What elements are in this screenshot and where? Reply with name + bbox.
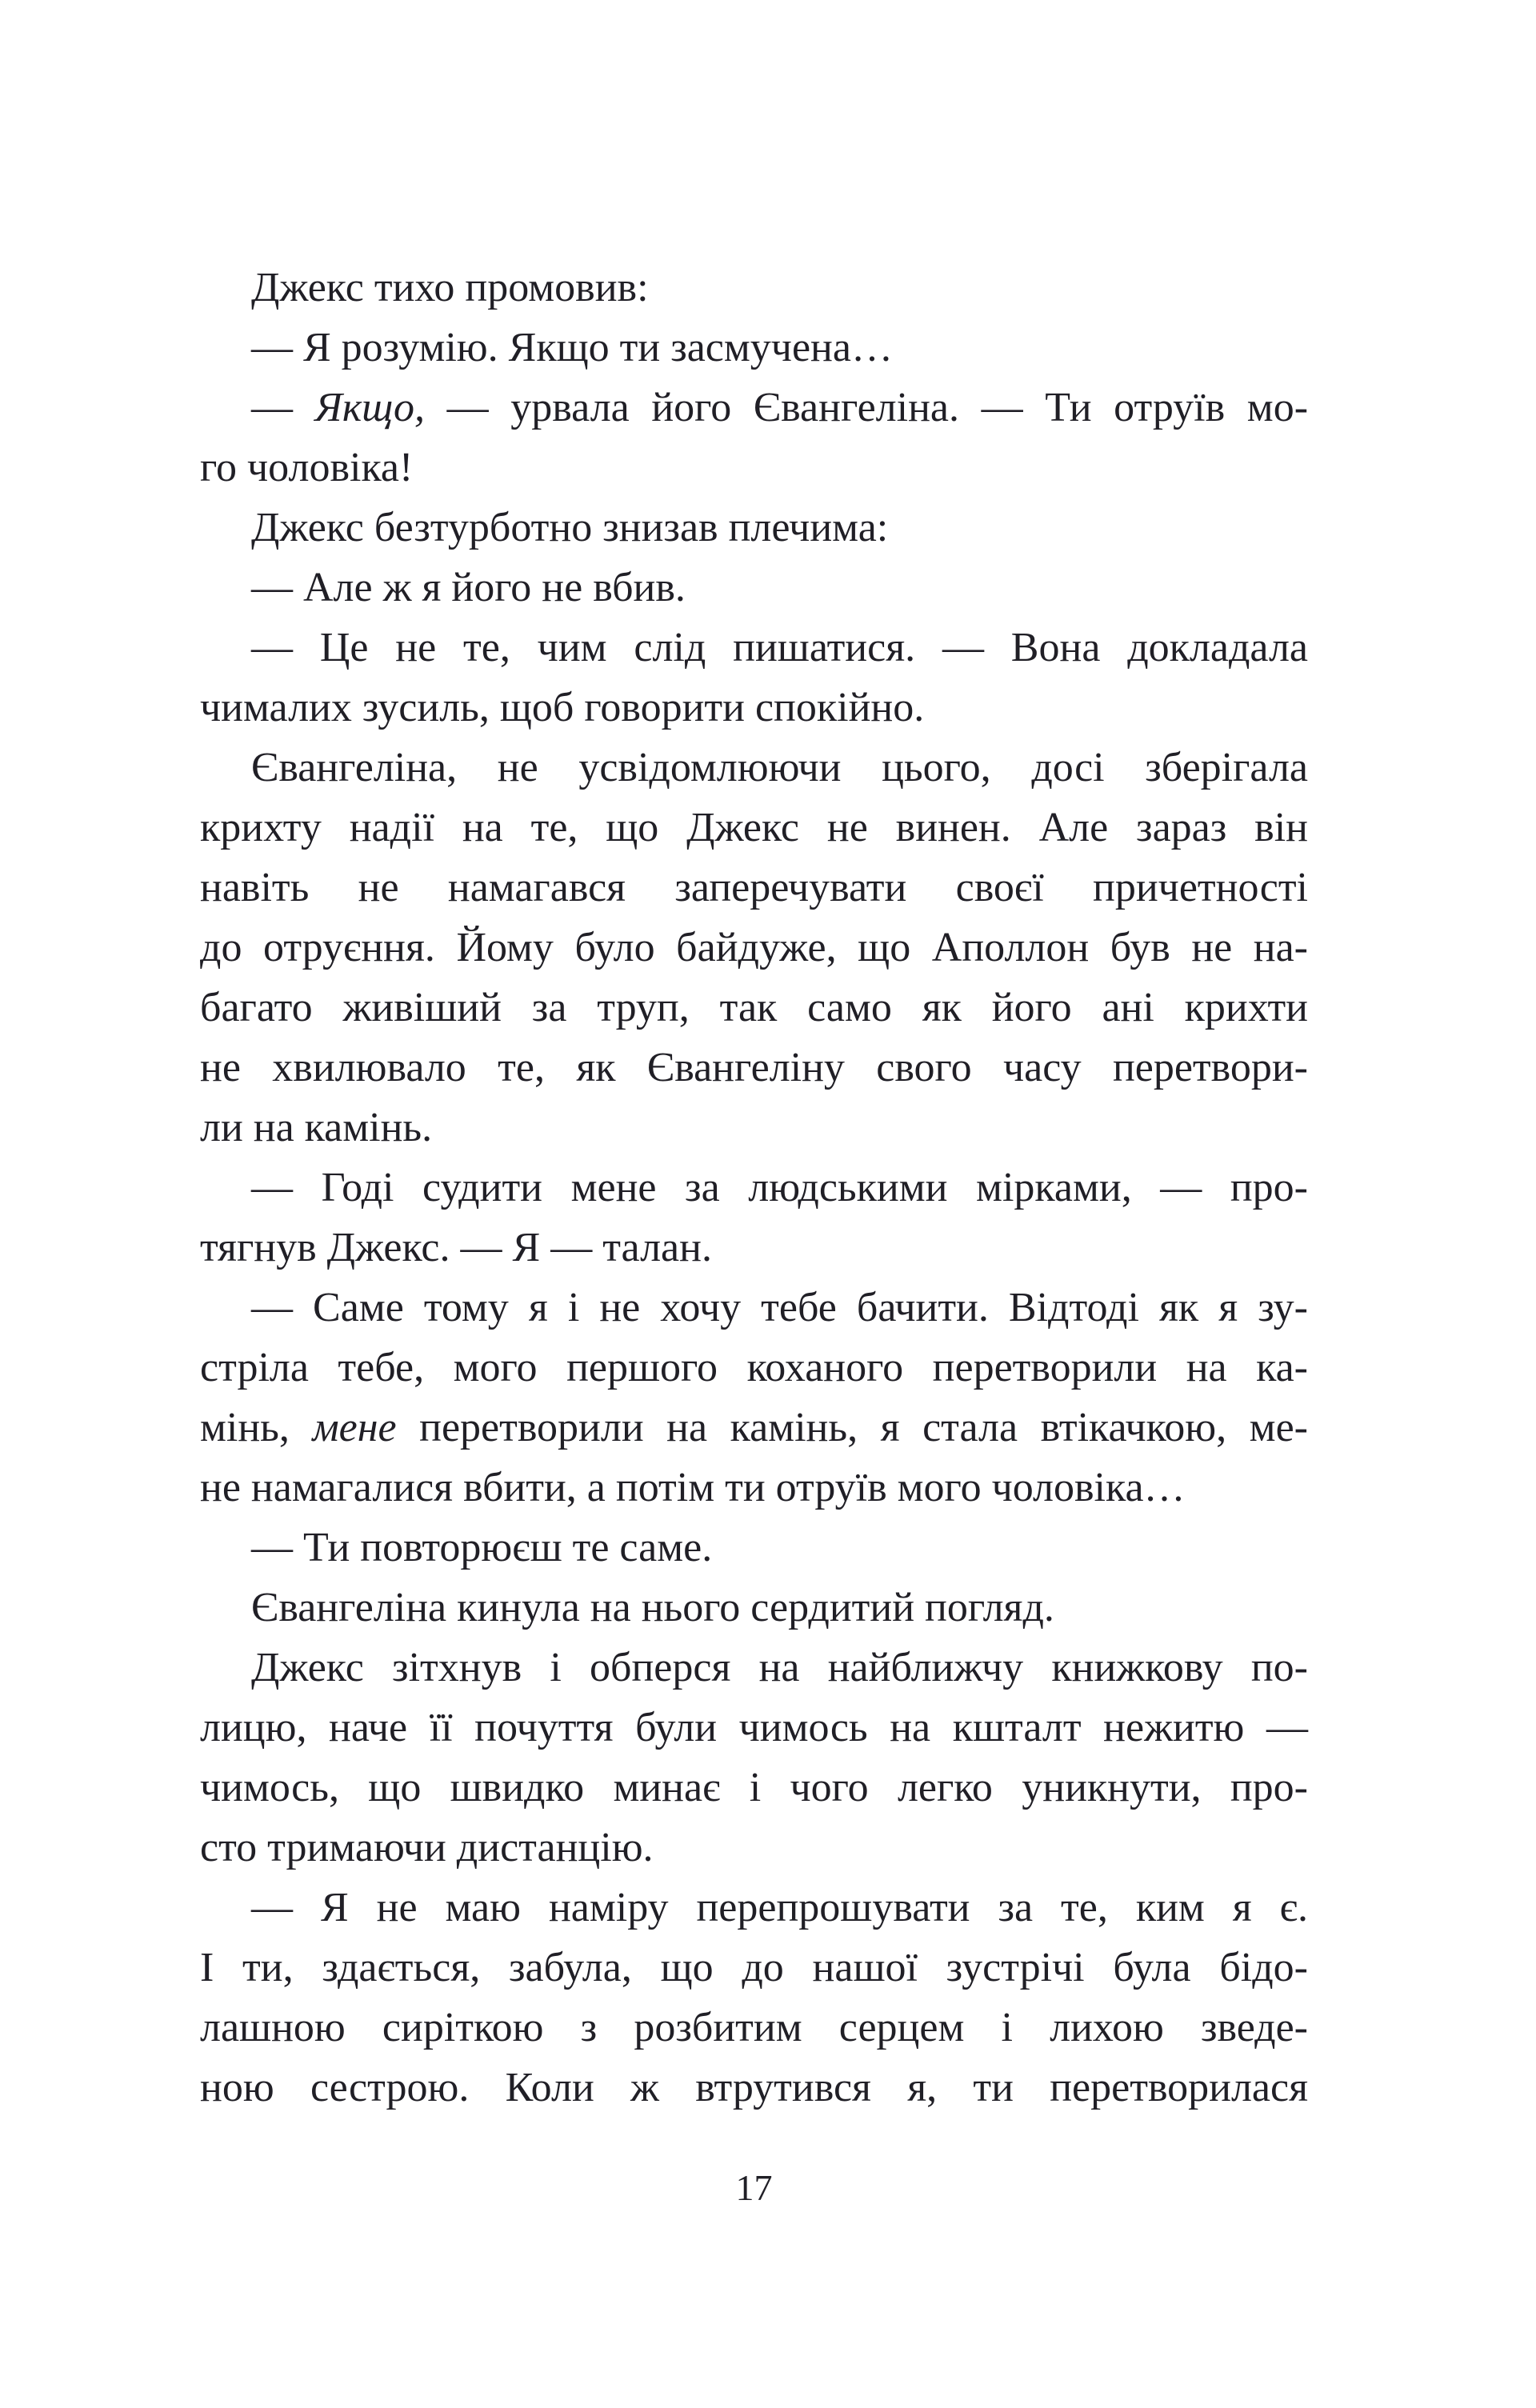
paragraph	[200, 1638, 1308, 1878]
text-line	[200, 978, 1308, 1038]
text-line	[200, 1458, 1308, 1518]
text-line	[200, 1518, 1308, 1578]
text-segment: чималих зусиль, щоб говорити спокійно.	[200, 685, 925, 730]
text-segment: не хвилювало те, як Євангеліну свого часу перетвори-	[200, 1045, 1308, 1090]
text-line	[200, 378, 1308, 438]
text-segment: ною сестрою. Коли ж втрутився я, ти перетворилася	[200, 2065, 1308, 2110]
text-line	[200, 558, 1308, 618]
italic-text: мене	[312, 1405, 397, 1450]
text-line	[200, 498, 1308, 558]
paragraph	[200, 1518, 1308, 1578]
text-segment: ли на камінь.	[200, 1105, 433, 1150]
text-segment: не намагалися вбити, а потім ти отруїв мого чоловіка…	[200, 1465, 1186, 1510]
paragraph	[200, 1278, 1308, 1518]
text-line	[200, 258, 1308, 318]
text-line	[200, 1878, 1308, 1938]
text-segment: Джекс зітхнув і обперся на найближчу книжкову по-	[251, 1645, 1308, 1690]
text-segment: стріла тебе, мого першого коханого перетворили на ка-	[200, 1345, 1308, 1390]
paragraph	[200, 498, 1308, 558]
italic-text: Якщо,	[314, 385, 426, 430]
paragraph	[200, 558, 1308, 618]
text-segment: — Це не те, чим слід пишатися. — Вона докладала	[251, 625, 1308, 670]
text-segment: лашною сиріткою з розбитим серцем і лихою зведе-	[200, 2005, 1308, 2050]
text-line	[200, 1098, 1308, 1158]
text-line	[200, 1818, 1308, 1878]
text-line	[200, 1278, 1308, 1338]
text-segment: — Я не маю наміру перепрошувати за те, ким я є.	[251, 1885, 1308, 1930]
paragraph	[200, 738, 1308, 1158]
text-segment: — Годі судити мене за людськими мірками, — про-	[251, 1165, 1308, 1210]
paragraph	[200, 1158, 1308, 1278]
text-segment: лицю, наче її почуття були чимось на кшталт нежитю —	[200, 1705, 1308, 1750]
text-segment: до отруєння. Йому було байдуже, що Аполлон був не на-	[200, 925, 1308, 970]
text-line	[200, 1578, 1308, 1638]
paragraph	[200, 1578, 1308, 1638]
text-line	[200, 1158, 1308, 1218]
text-segment: І ти, здається, забула, що до нашої зустрічі була бідо-	[200, 1945, 1308, 1990]
paragraph	[200, 318, 1308, 378]
text-segment: тягнув Джекс. — Я — талан.	[200, 1225, 712, 1270]
text-line	[200, 798, 1308, 858]
text-segment: перетворили на камінь, я стала втікачкою, ме-	[396, 1405, 1308, 1450]
text-line	[200, 918, 1308, 978]
text-line	[200, 738, 1308, 798]
text-segment: крихту надії на те, що Джекс не винен. Але зараз він	[200, 805, 1308, 850]
paragraph	[200, 378, 1308, 498]
text-segment: — Я розумію. Якщо ти засмучена…	[251, 325, 893, 370]
text-line	[200, 1218, 1308, 1278]
text-segment: Джекс безтурботно знизав плечима:	[251, 505, 889, 550]
text-line	[200, 678, 1308, 738]
text-line	[200, 438, 1308, 498]
text-line	[200, 1758, 1308, 1818]
text-line	[200, 2058, 1308, 2118]
text-segment: навіть не намагався заперечувати своєї причетності	[200, 865, 1308, 910]
text-line	[200, 1398, 1308, 1458]
text-line	[200, 1338, 1308, 1398]
page-number: 17	[735, 2167, 773, 2208]
text-line	[200, 1998, 1308, 2058]
paragraph	[200, 258, 1308, 318]
text-segment: го чоловіка!	[200, 445, 414, 490]
paragraph	[200, 1878, 1308, 2118]
text-segment: Джекс тихо промовив:	[251, 265, 649, 310]
text-line	[200, 858, 1308, 918]
text-segment: сто тримаючи дистанцію.	[200, 1825, 654, 1870]
text-line	[200, 1698, 1308, 1758]
text-segment: — Але ж я його не вбив.	[251, 565, 686, 610]
text-segment: Євангеліна, не усвідомлюючи цього, досі зберігала	[251, 745, 1308, 790]
text-segment: багато живіший за труп, так само як його ані крихти	[200, 985, 1308, 1030]
text-line	[200, 318, 1308, 378]
text-segment: чимось, що швидко минає і чого легко уникнути, про-	[200, 1765, 1308, 1810]
text-segment: — Ти повторюєш те саме.	[251, 1525, 713, 1570]
text-segment: — Саме тому я і не хочу тебе бачити. Відтоді як я зу-	[251, 1285, 1308, 1330]
text-segment: мінь,	[200, 1405, 313, 1450]
text-segment: — урвала його Євангеліна. — Ти отруїв мо-	[425, 385, 1309, 430]
text-line	[200, 618, 1308, 678]
text-line	[200, 1038, 1308, 1098]
text-segment: —	[251, 385, 315, 430]
text-block	[200, 258, 1308, 2118]
text-line	[200, 1638, 1308, 1698]
paragraph	[200, 618, 1308, 738]
text-segment: Євангеліна кинула на нього сердитий погляд.	[251, 1585, 1054, 1630]
text-line	[200, 1938, 1308, 1998]
